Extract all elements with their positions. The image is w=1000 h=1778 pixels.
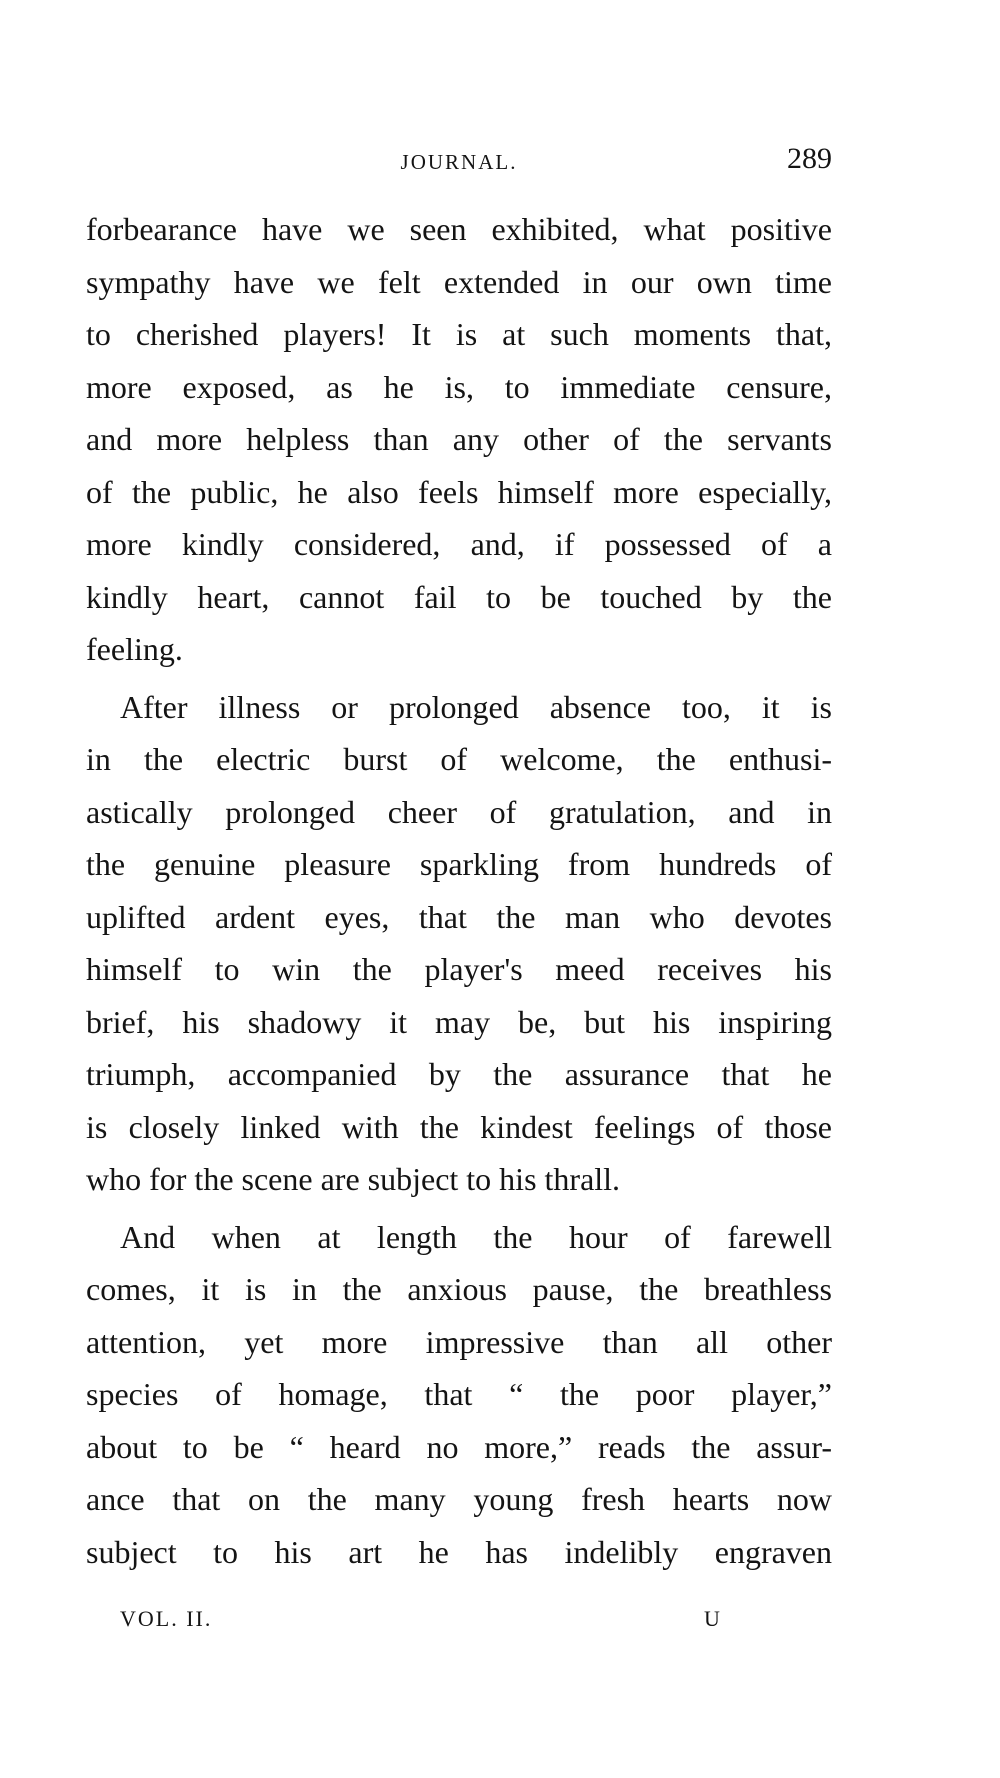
paragraph-3 [86,1211,832,1579]
text-line: brief, his shadowy it may be, but his inspiring [86,1003,832,1040]
text-line: himself to win the player's meed receives his [86,951,832,987]
text-line: After illness or prolonged absence too, it is [120,688,832,725]
page-footer [120,1600,720,1640]
text-line: sympathy have we felt extended in our own time [86,263,832,300]
text-line: kindly heart, cannot fail to be touched by the [86,578,832,615]
text-line: astically prolonged cheer of gratulation, and in [86,793,832,830]
text-line: more kindly considered, and, if possessed of a [86,526,832,562]
body-text [86,203,832,1578]
text-line: forbearance have we seen exhibited, what positive [86,211,832,247]
running-head [86,140,832,180]
text-line: subject to his art he has indelibly engraven [86,1533,832,1570]
text-line: more exposed, as he is, to immediate censure, [86,368,832,405]
text-line: to cherished players! It is at such moments that, [86,316,832,352]
volume-signature: VOL. II. [120,1606,213,1631]
page-number: 289 [787,142,832,175]
text-line: and more helpless than any other of the servants [86,421,832,457]
text-line: comes, it is in the anxious pause, the breathless [86,1271,832,1307]
text-line: in the electric burst of welcome, the enthusi- [86,741,832,777]
text-line: of the public, he also feels himself more especially, [86,473,832,510]
text-line: about to be “ heard no more,” reads the assur- [86,1428,832,1465]
text-line: triumph, accompanied by the assurance that he [86,1056,832,1092]
text-line: ance that on the many young fresh hearts now [86,1481,832,1517]
text-line: uplifted ardent eyes, that the man who devotes [86,898,832,935]
gathering-signature: U [704,1606,720,1631]
paragraph-1 [86,203,832,676]
text-line: feeling. [86,631,183,667]
text-line: is closely linked with the kindest feelings of those [86,1108,832,1145]
paragraph-2 [86,681,832,1206]
text-line: who for the scene are subject to his thrall. [86,1161,621,1197]
text-line: attention, yet more impressive than all other [86,1323,832,1360]
running-title: JOURNAL. [400,150,518,174]
text-line: species of homage, that “ the poor player,” [86,1376,832,1412]
text-line: And when at length the hour of farewell [120,1218,832,1255]
text-line: the genuine pleasure sparkling from hundreds of [86,846,832,882]
